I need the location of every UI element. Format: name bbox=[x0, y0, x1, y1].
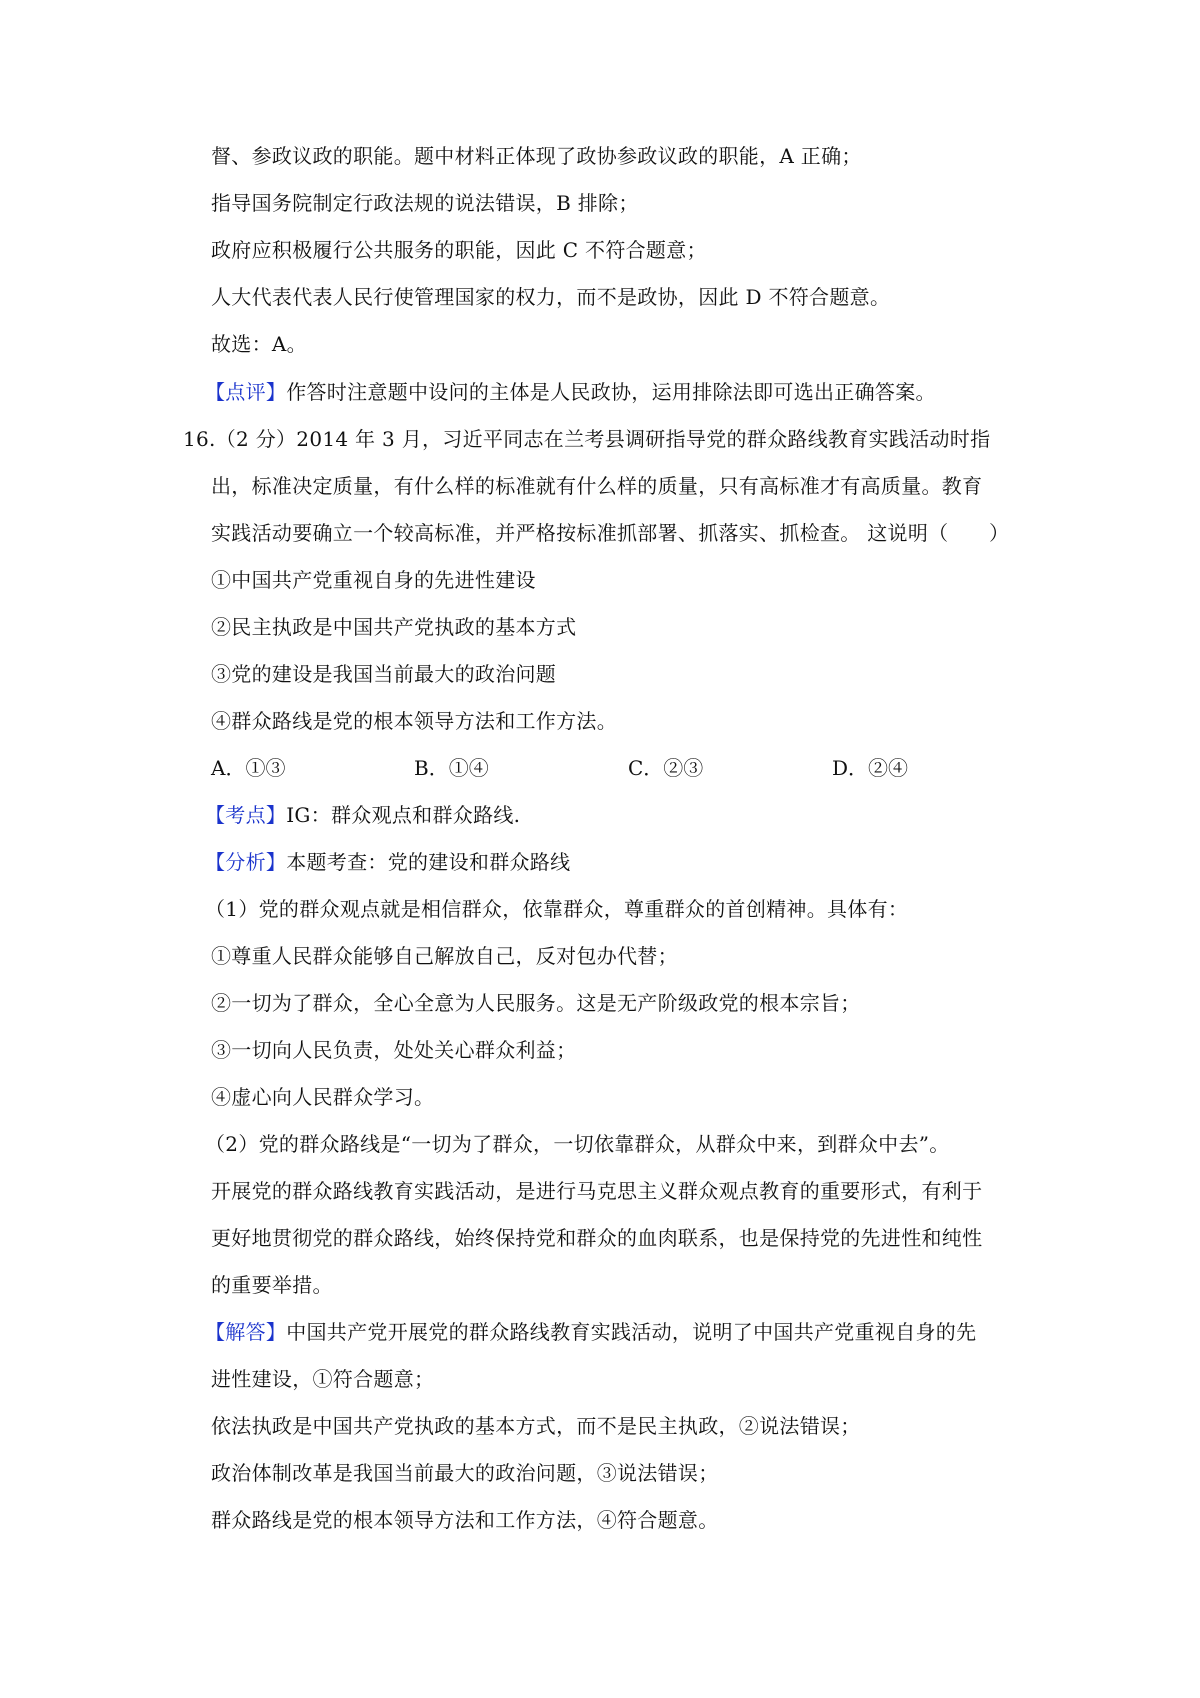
kaodian-tag: 【考点】 bbox=[205, 803, 287, 827]
statement-item: ④群众路线是党的根本领导方法和工作方法。 bbox=[211, 709, 617, 733]
jieda-line bbox=[205, 1317, 976, 1347]
jieda-tag: 【解答】 bbox=[205, 1320, 287, 1344]
solution-line: 人大代表代表人民行使管理国家的权力，而不是政协，因此 D 不符合题意。 bbox=[211, 285, 891, 309]
kaodian-line bbox=[205, 800, 520, 830]
option-b: B．①④ bbox=[414, 756, 489, 780]
fenxi-line bbox=[205, 847, 570, 877]
question-stem-1: 2014 年 3 月，习近平同志在兰考县调研指导党的群众路线教育实践活动时指 bbox=[296, 427, 991, 451]
answer-line: 依法执政是中国共产党执政的基本方式，而不是民主执政，②说法错误； bbox=[211, 1414, 861, 1438]
solution-line: 政府应积极履行公共服务的职能，因此 C 不符合题意； bbox=[211, 238, 707, 262]
question-stem-line bbox=[183, 424, 990, 454]
analysis-line: ④虚心向人民群众学习。 bbox=[211, 1085, 435, 1109]
kaodian-text: IG：群众观点和群众路线. bbox=[286, 803, 521, 827]
analysis-line: 开展党的群众路线教育实践活动，是进行马克思主义群众观点教育的重要形式，有利于 bbox=[211, 1179, 983, 1203]
analysis-line: ②一切为了群众，全心全意为人民服务。这是无产阶级政党的根本宗旨； bbox=[211, 991, 861, 1015]
jieda-text: 中国共产党开展党的群众路线教育实践活动，说明了中国共产党重视自身的先 bbox=[286, 1320, 977, 1344]
analysis-line: （2）党的群众路线是“一切为了群众，一切依靠群众，从群众中来，到群众中去”。 bbox=[205, 1132, 950, 1156]
option-c: C．②③ bbox=[628, 756, 704, 780]
question-stem-2: 出，标准决定质量，有什么样的标准就有什么样的质量，只有高标准才有高质量。教育 bbox=[211, 474, 983, 498]
solution-line: 故选：A。 bbox=[211, 332, 307, 356]
option-d: D．②④ bbox=[832, 756, 909, 780]
solution-line: 指导国务院制定行政法规的说法错误，B 排除； bbox=[211, 191, 639, 215]
comment-tag: 【点评】 bbox=[205, 380, 287, 404]
answer-line: 群众路线是党的根本领导方法和工作方法，④符合题意。 bbox=[211, 1508, 719, 1532]
analysis-line: ①尊重人民群众能够自己解放自己，反对包办代替； bbox=[211, 944, 678, 968]
question-stem-3: 实践活动要确立一个较高标准，并严格按标准抓部署、抓落实、抓检查。 这说明（ ） bbox=[211, 521, 1010, 545]
fenxi-text: 本题考查：党的建设和群众路线 bbox=[286, 850, 571, 874]
answer-line: 进性建设，①符合题意； bbox=[211, 1367, 435, 1391]
analysis-line: （1）党的群众观点就是相信群众，依靠群众，尊重群众的首创精神。具体有： bbox=[205, 897, 909, 921]
comment-text: 作答时注意题中设问的主体是人民政协，运用排除法即可选出正确答案。 bbox=[286, 380, 936, 404]
comment-line bbox=[205, 377, 936, 407]
solution-line: 督、参政议政的职能。题中材料正体现了政协参政议政的职能，A 正确； bbox=[211, 144, 862, 168]
statement-item: ③党的建设是我国当前最大的政治问题 bbox=[211, 662, 557, 686]
analysis-line: ③一切向人民负责，处处关心群众利益； bbox=[211, 1038, 577, 1062]
question-number: 16.（2 分） bbox=[183, 427, 297, 451]
answer-line: 政治体制改革是我国当前最大的政治问题，③说法错误； bbox=[211, 1461, 719, 1485]
fenxi-tag: 【分析】 bbox=[205, 850, 287, 874]
statement-item: ①中国共产党重视自身的先进性建设 bbox=[211, 568, 536, 592]
analysis-line: 的重要举措。 bbox=[211, 1273, 333, 1297]
option-a: A．①③ bbox=[211, 756, 286, 780]
analysis-line: 更好地贯彻党的群众路线，始终保持党和群众的血肉联系，也是保持党的先进性和纯性 bbox=[211, 1226, 983, 1250]
statement-item: ②民主执政是中国共产党执政的基本方式 bbox=[211, 615, 577, 639]
